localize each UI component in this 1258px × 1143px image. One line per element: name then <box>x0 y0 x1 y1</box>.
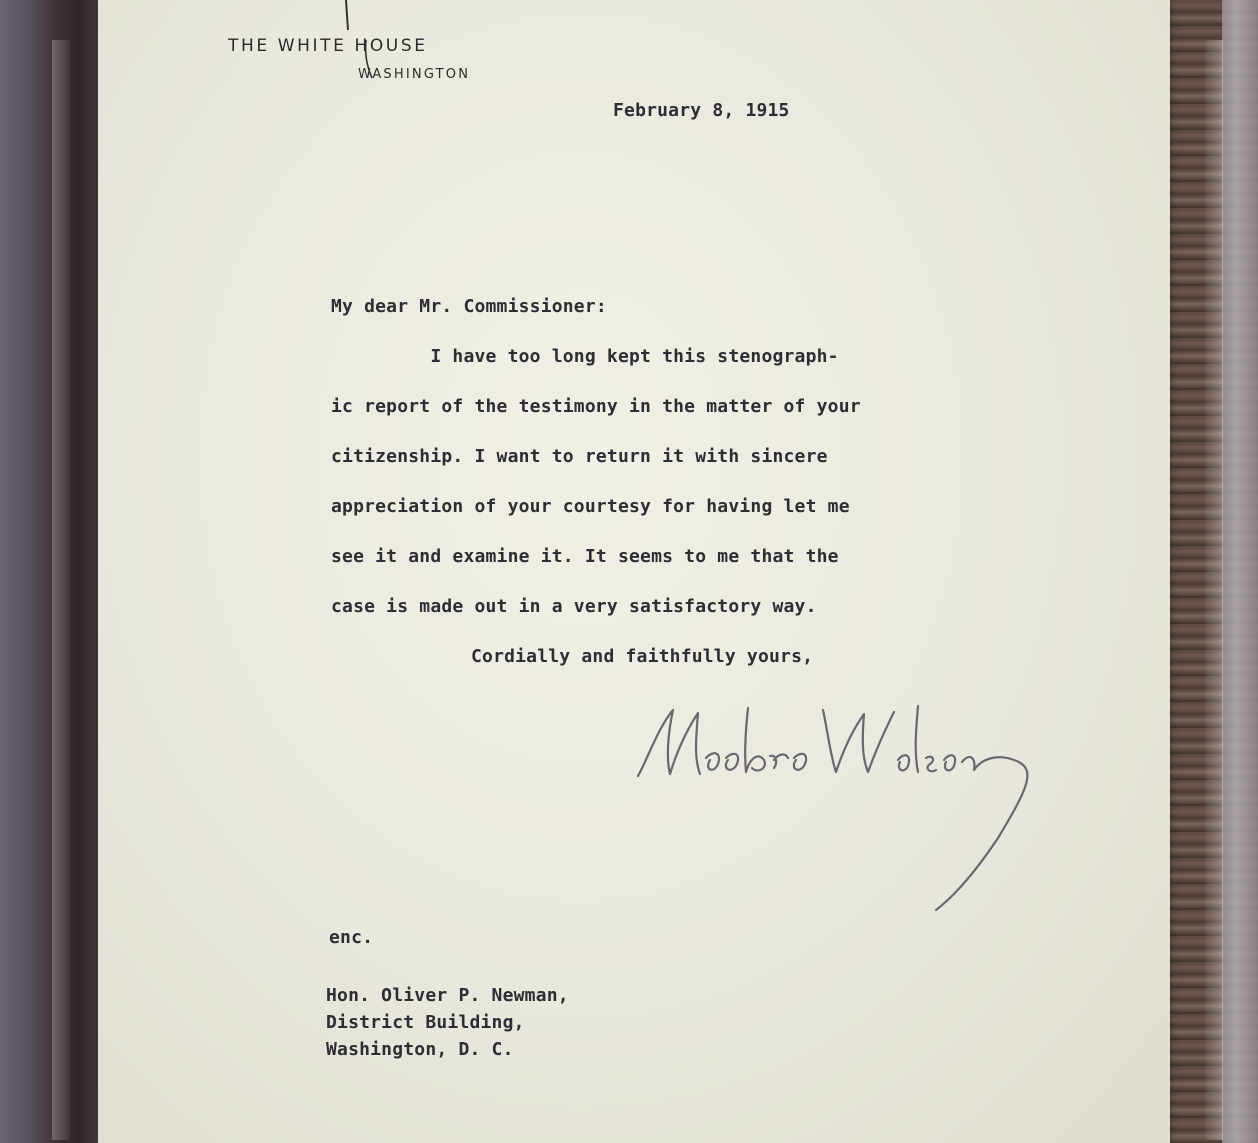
body-line: ic report of the testimony in the matter of your <box>331 396 861 417</box>
letter-paper <box>98 0 1170 1143</box>
signature-image <box>618 688 1038 918</box>
letter-date: February 8, 1915 <box>613 100 790 121</box>
body-line: case is made out in a very satisfactory way. <box>331 596 817 617</box>
letter-closing: Cordially and faithfully yours, <box>471 646 814 667</box>
recipient-line: Washington, D. C. <box>326 1039 514 1060</box>
body-line: appreciation of your courtesy for having let me <box>331 496 850 517</box>
body-line: I have too long kept this stenograph- <box>331 346 839 367</box>
body-line: citizenship. I want to return it with sincere <box>331 446 828 467</box>
recipient-line: Hon. Oliver P. Newman, <box>326 985 569 1006</box>
letterhead-title: THE WHITE HOUSE <box>228 36 428 56</box>
acrylic-holder-right <box>1205 40 1223 1140</box>
display-frame-edge <box>1222 0 1258 1143</box>
letterhead-location: WASHINGTON <box>358 67 471 82</box>
recipient-line: District Building, <box>326 1012 525 1033</box>
display-background-left <box>0 0 100 1143</box>
letter-salutation: My dear Mr. Commissioner: <box>331 296 607 317</box>
body-line: see it and examine it. It seems to me that the <box>331 546 839 567</box>
enclosure-note: enc. <box>329 927 374 948</box>
acrylic-holder-left <box>52 40 70 1140</box>
